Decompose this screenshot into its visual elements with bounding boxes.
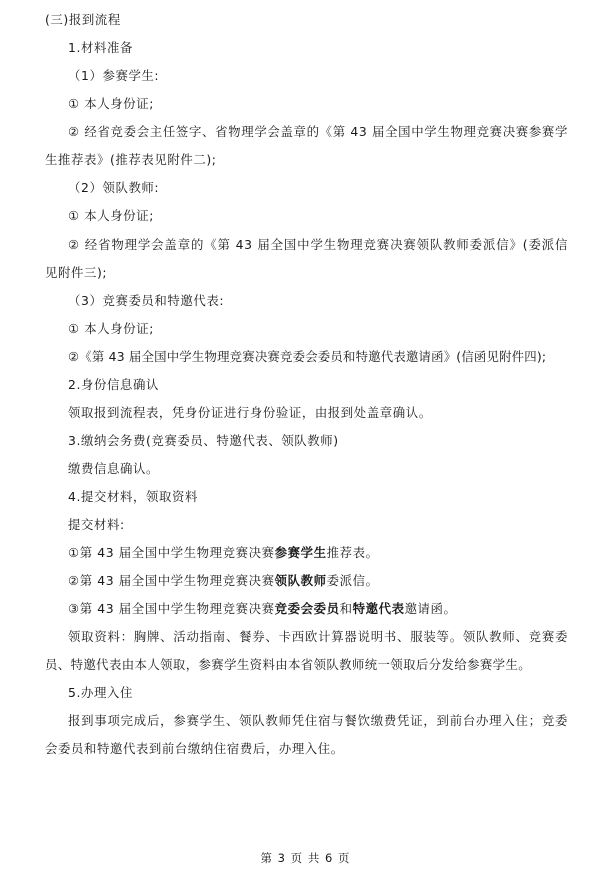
paragraph: （1）参赛学生: xyxy=(68,68,160,83)
list-item-text: 和 xyxy=(339,601,353,616)
paragraph: 报到事项完成后，参赛学生、领队教师凭住宿与餐饮缴费凭证，到前台办理入住；竞委 xyxy=(68,713,568,728)
section-heading: (三)报到流程 xyxy=(45,12,121,27)
list-item xyxy=(68,601,457,617)
paragraph: （3）竞赛委员和特邀代表: xyxy=(68,293,225,308)
list-item-bold: 竞委会委员 xyxy=(274,601,340,616)
list-item-bold: 领队教师 xyxy=(274,573,327,588)
list-item-text: 推荐表。 xyxy=(326,545,379,560)
subsection-heading: 5.办理入住 xyxy=(68,685,133,700)
paragraph: ① 本人身份证; xyxy=(68,321,154,336)
paragraph: 提交材料: xyxy=(68,517,125,532)
paragraph: ① 本人身份证; xyxy=(68,96,154,111)
list-item-text: 邀请函。 xyxy=(404,601,457,616)
list-item-text: ①第 43 届全国中学生物理竞赛决赛 xyxy=(68,545,275,560)
paragraph: 会委员和特邀代表到前台缴纳住宿费后，办理入住。 xyxy=(45,741,344,756)
paragraph: ② 经省竞委会主任签字、省物理学会盖章的《第 43 届全国中学生物理竞赛决赛参赛学 xyxy=(68,124,568,139)
list-item-text: 委派信。 xyxy=(326,573,379,588)
list-item xyxy=(68,573,379,589)
paragraph: ② 经省物理学会盖章的《第 43 届全国中学生物理竞赛决赛领队教师委派信》(委派信 xyxy=(68,237,568,252)
paragraph: 员、特邀代表由本人领取，参赛学生资料由本省领队教师统一领取后分发给参赛学生。 xyxy=(45,657,532,672)
list-item xyxy=(68,545,379,561)
paragraph: ②《第 43 届全国中学生物理竞赛决赛竞委会委员和特邀代表邀请函》(信函见附件四); xyxy=(68,349,547,364)
subsection-heading: 4.提交材料，领取资料 xyxy=(68,489,198,504)
list-item-bold: 特邀代表 xyxy=(352,601,405,616)
list-item-bold: 参赛学生 xyxy=(274,545,327,560)
list-item-text: ②第 43 届全国中学生物理竞赛决赛 xyxy=(68,573,275,588)
paragraph: ① 本人身份证; xyxy=(68,208,154,223)
subsection-heading: 3.缴纳会务费(竞赛委员、特邀代表、领队教师) xyxy=(68,433,339,448)
subsection-heading: 2.身份信息确认 xyxy=(68,377,159,392)
paragraph: 生推荐表》(推荐表见附件二); xyxy=(45,152,217,167)
list-item-text: ③第 43 届全国中学生物理竞赛决赛 xyxy=(68,601,275,616)
paragraph: 缴费信息确认。 xyxy=(68,461,159,476)
paragraph: （2）领队教师: xyxy=(68,180,160,195)
subsection-heading: 1.材料准备 xyxy=(68,40,133,55)
paragraph: 领取资料：胸牌、活动指南、餐券、卡西欧计算器说明书、服装等。领队教师、竞赛委 xyxy=(68,629,568,644)
paragraph: 领取报到流程表，凭身份证进行身份验证，由报到处盖章确认。 xyxy=(68,405,432,420)
paragraph: 见附件三); xyxy=(45,265,108,280)
page-footer: 第 3 页 共 6 页 xyxy=(260,851,351,865)
